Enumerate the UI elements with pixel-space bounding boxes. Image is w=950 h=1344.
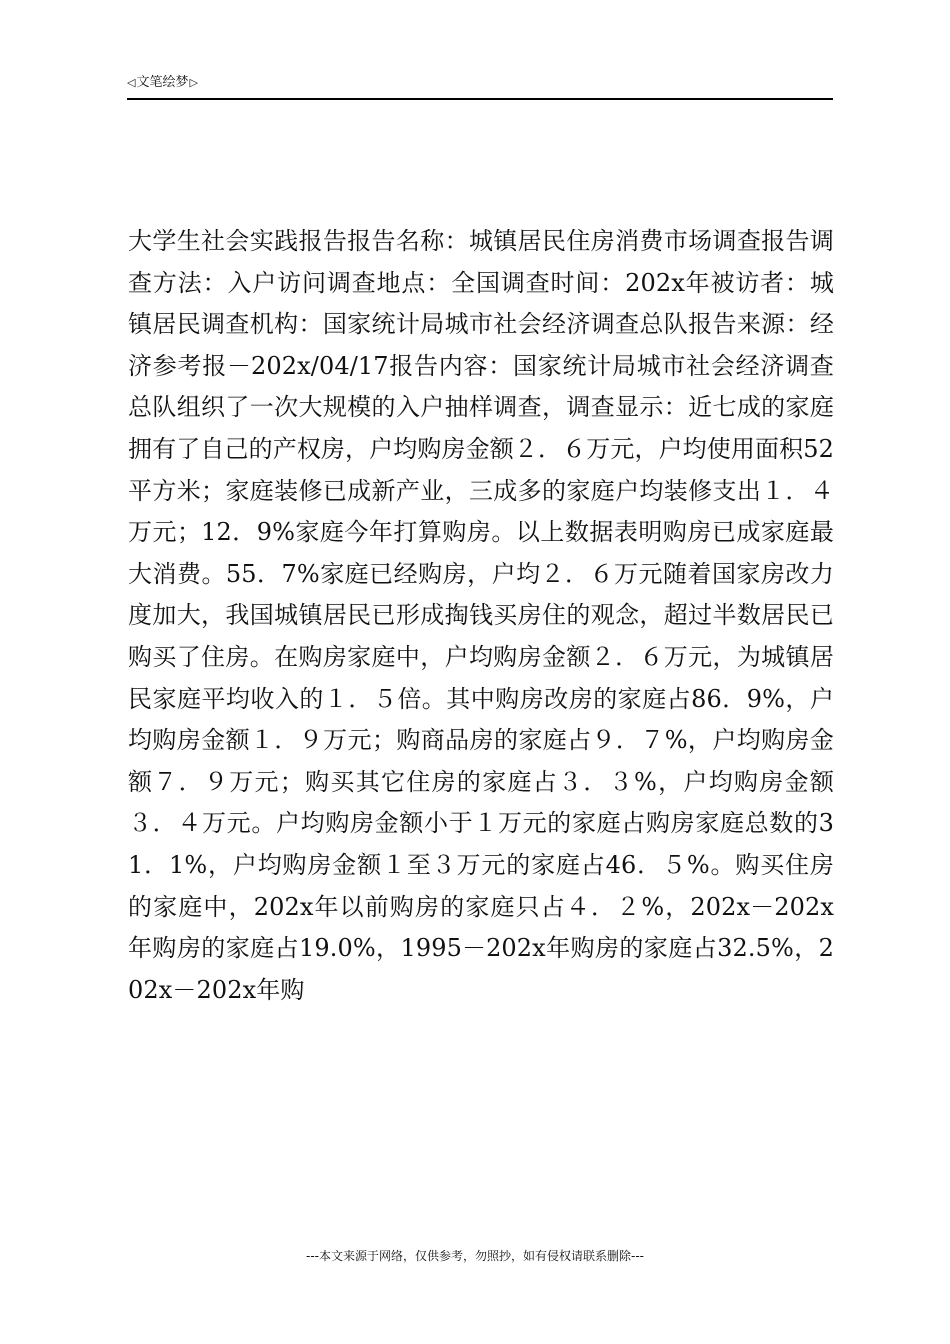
- footer-notice: ---本文来源于网络，仅供参考，勿照抄，如有侵权请联系删除---: [306, 1249, 644, 1263]
- document-body: 大学生社会实践报告报告名称：城镇居民住房消费市场调查报告调查方法：入户访问调查地点：全国调查时间：202x年被访者：城镇居民调查机构：国家统计局城市社会经济调查总队报告来源：经济参考报－202x/04/17报告内容：国家统计局城市社会经济调查总队组织了一次大规模的入户抽样调查，调查显示：近七成的家庭拥有了自己的产权房，户均购房金额２．６万元，户均使用面积52平方米；家庭装修已成新产业，三成多的家庭户均装修支出１．４万元；12．9%家庭今年打算购房。以上数据表明购房已成家庭最大消费。55．7%家庭已经购房，户均２．６万元随着国家房改力度加大，我国城镇居民已形成掏钱买房住的观念，超过半数居民已购买了住房。在购房家庭中，户均购房金额２．６万元，为城镇居民家庭平均收入的１．５倍。其中购房改房的家庭占86．9%，户均购房金额１．９万元；购商品房的家庭占９．７%，户均购房金额７．９万元；购买其它住房的家庭占３．３%，户均购房金额３．４万元。户均购房金额小于１万元的家庭占购房家庭总数的31．1%，户均购房金额１至３万元的家庭占46．５%。购买住房的家庭中，202x年以前购房的家庭只占４．２%，202x－202x年购房的家庭占19.0%，1995－202x年购房的家庭占32.5%，202x－202x年购: [128, 227, 834, 1004]
- right-triangle-icon: ▷: [189, 76, 198, 89]
- header-brand: [127, 74, 198, 92]
- brand-name: 文笔绘梦: [136, 75, 189, 90]
- page-header: [127, 72, 833, 100]
- left-triangle-icon: ◁: [127, 76, 136, 89]
